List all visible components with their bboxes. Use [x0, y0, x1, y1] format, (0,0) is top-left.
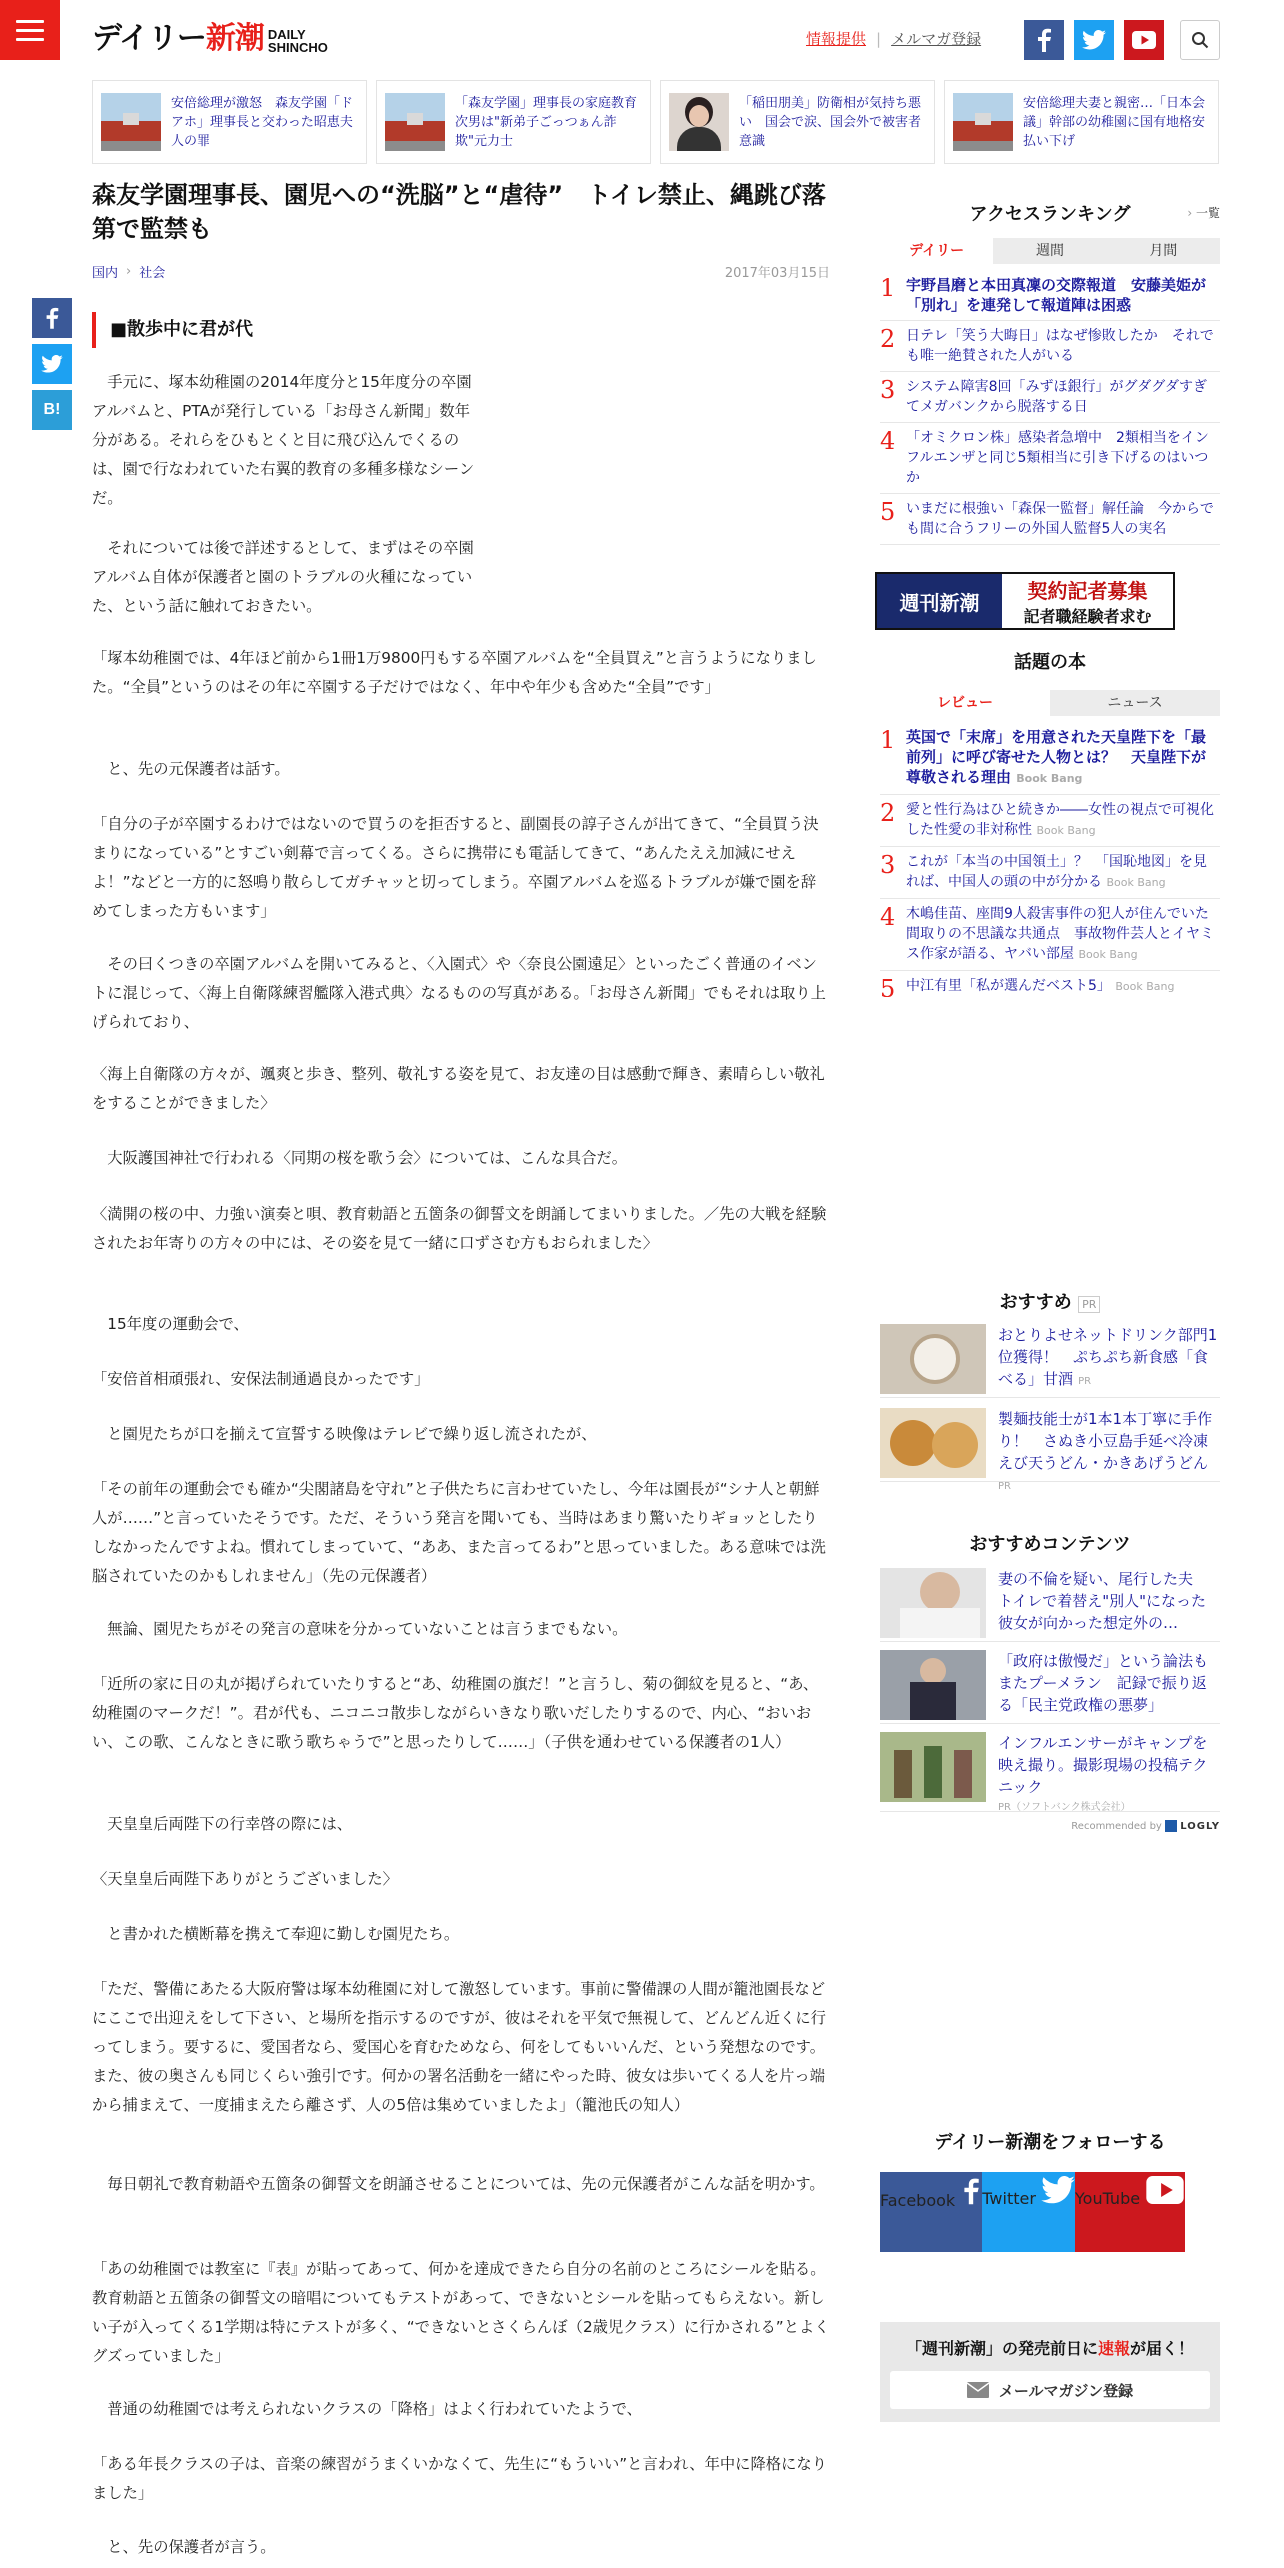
osusume-title: おすすめ: [999, 1292, 1072, 1313]
content-image: [880, 1650, 986, 1720]
breadcrumb-society[interactable]: 社会: [139, 266, 166, 281]
related-card[interactable]: 「森友学園」理事長の家庭教育 次男は"新弟子ごっつぁん詐欺"元力士: [376, 80, 651, 164]
mail-magazine-box: [880, 2322, 1220, 2422]
related-card[interactable]: 安倍総理夫妻と親密…「日本会議」幹部の幼稚園に国有地格安払い下げ: [944, 80, 1219, 164]
book-item[interactable]: 4 木嶋佳苗、座間9人殺害事件の犯人が住んでいた間取りの不思議な共通点 事故物件芸人とイヤミス作家が語る、ヤバい部屋 Book Bang: [880, 899, 1220, 971]
ranking-item[interactable]: 3 システム障害8回「みずほ銀行」がグダグダすぎてメガバンクから脱落する日: [880, 372, 1220, 423]
tab-daily[interactable]: デイリー: [880, 238, 993, 264]
contents-title: おすすめコンテンツ: [969, 1534, 1131, 1555]
facebook-icon: [1034, 28, 1054, 52]
twitter-header-button[interactable]: [1074, 20, 1114, 60]
topic-books: [880, 648, 1220, 997]
youtube-header-button[interactable]: [1124, 20, 1164, 60]
facebook-icon: [43, 307, 61, 329]
logo-text: デイリー新潮: [92, 21, 264, 56]
ranking-item[interactable]: 1 宇野昌磨と本田真凜の交際報道 安藤美姫が「別れ」を連発して報道陣は困惑: [880, 270, 1220, 321]
ranking-item[interactable]: 4 「オミクロン株」感染者急増中 2類相当をインフルエンザと同じ5類相当に引き下げるのはいつか: [880, 423, 1220, 494]
article-paragraph: と、先の元保護者は話す。: [92, 760, 290, 778]
facebook-icon: [960, 2176, 982, 2206]
facebook-share-button[interactable]: [32, 298, 72, 338]
section-subheading: ■散歩中に君が代: [92, 312, 830, 348]
youtube-icon: [1132, 31, 1156, 49]
book-item[interactable]: 1 英国で「末席」を用意された天皇陛下を「最前列」に呼び寄せた人物とは？ 天皇陛下が尊敬される理由 Book Bang: [880, 722, 1220, 795]
article-paragraph: その曰くつきの卒園アルバムを開いてみると、〈入園式〉や〈奈良公園遠足〉といったごく普通のイベントに混じって、〈海上自衛隊練習艦隊入港式典〉なるものの写真がある。「お母さん新聞」でもそれは取り上げられており、: [92, 955, 826, 1031]
tip-link[interactable]: 情報提供: [806, 30, 867, 48]
related-articles: [92, 80, 1220, 164]
article-paragraph: 「ただ、警備にあたる大阪府警は塚本幼稚園に対して激怒しています。事前に警備課の人間が籠池園長などにここで出迎えをして下さい、と場所を指示するのですが、彼はそれを平気で無視して、どんどん近くに行ってしまう。要するに、愛国者なら、愛国心を育むためなら、何をしてもいいんだ、という発想なのです。また、彼の奥さんも同じくらい強引です。何かの署名活動を一緒にやった時、彼女は歩いてくる人を片っ端から捕まえて、一度捕まえたら離さず、人の5倍は集めていましたよ」（籠池氏の知人）: [92, 1980, 826, 2114]
udon-image: [880, 1408, 986, 1478]
access-ranking: [880, 200, 1220, 545]
breadcrumb-domestic[interactable]: 国内: [92, 266, 119, 281]
recommended-by: Recommended by LOGLY: [1071, 1821, 1220, 1832]
related-card[interactable]: 「稲田朋美」防衛相が気持ち悪い 国会で涙、国会外で被害者意識: [660, 80, 935, 164]
search-button[interactable]: [1180, 20, 1220, 60]
article-paragraph: と、先の保護者が言う。: [92, 2538, 276, 2556]
article-paragraph: 「ある年長クラスの子は、音楽の練習がうまくいかなくて、先生に“もういい”と言われ、年中に降格になりました」: [92, 2455, 827, 2502]
article-paragraph: 〈海上自衛隊の方々が、颯爽と歩き、整列、敬礼する姿を見て、お友達の目は感動で輝き、素晴らしい敬礼をすることができました〉: [92, 1065, 825, 1112]
breadcrumb: [92, 262, 165, 281]
tab-review[interactable]: レビュー: [880, 690, 1050, 716]
menu-bar-icon: [16, 29, 44, 32]
recommended-pr: [880, 1288, 1220, 1492]
building-thumbnail: [101, 93, 161, 151]
chevron-right-icon: ›: [126, 264, 132, 279]
article-paragraph: 普通の幼稚園では考えられないクラスの「降格」はよく行われていたようで、: [92, 2400, 642, 2418]
article-paragraph: 〈天皇皇后両陛下ありがとうございました〉: [92, 1870, 398, 1888]
article-paragraph: 天皇皇后両陛下の行幸啓の際には、: [92, 1815, 353, 1833]
recruit-banner[interactable]: 週刊新潮 契約記者募集 記者職経験者求む: [875, 572, 1175, 630]
content-item[interactable]: インフルエンサーがキャンプを映え撮り。撮影現場の投稿テクニック PR（ソフトバンク株式会社）: [880, 1732, 1220, 1812]
article-paragraph: 毎日朝礼で教育勅語や五箇条の御誓文を朗誦させることについては、先の元保護者がこんな話を明かす。: [92, 2175, 825, 2193]
logly-logo: LOGLY: [1180, 1821, 1220, 1832]
hatena-share-button[interactable]: [32, 390, 72, 430]
article-paragraph: 「塚本幼稚園では、4年ほど前から1冊1万9800円もする卒園アルバムを“全員買え”と言うようになりました。“全員”というのはその年に卒園する子だけではなく、年中や年少も含めた“全員”です」: [92, 649, 817, 696]
article-paragraph: と書かれた横断幕を携えて奉迎に勤しむ園児たち。: [92, 1925, 460, 1943]
search-icon: [1191, 31, 1209, 49]
building-thumbnail: [953, 93, 1013, 151]
pr-badge: PR: [1078, 1296, 1100, 1313]
follow-youtube-button[interactable]: YouTube: [1075, 2172, 1185, 2252]
building-thumbnail: [385, 93, 445, 151]
header-links: 情報提供 | メルマガ登録: [806, 29, 982, 48]
content-image: [880, 1568, 986, 1638]
twitter-share-button[interactable]: [32, 344, 72, 384]
tab-monthly[interactable]: 月間: [1149, 243, 1178, 259]
content-item[interactable]: 「政府は傲慢だ」という論法もまたプーメラン 記録で振り返る「民主党政権の悪夢」: [880, 1650, 1220, 1724]
follow-section: [880, 2128, 1220, 2252]
menu-button[interactable]: [0, 0, 60, 60]
follow-twitter-button[interactable]: Twitter: [982, 2172, 1075, 2252]
twitter-icon: [1082, 30, 1106, 50]
recommended-item[interactable]: 製麺技能士が1本1本丁寧に手作り！ さぬき小豆島手延べ冷凍えび天うどん・かきあげうどん PR: [880, 1408, 1220, 1482]
ranking-item[interactable]: 5 いまだに根強い「森保一監督」解任論 今からでも間に合うフリーの外国人監督5人の実名: [880, 494, 1220, 545]
article-title: 森友学園理事長、園児への“洗脳”と“虐待” トイレ禁止、縄跳び落第で監禁も: [92, 181, 826, 243]
article-paragraph: 「その前年の運動会でも確か“尖閣諸島を守れ”と子供たちに言わせていたし、今年は園長が“シナ人と朝鮮人が……”と言っていたそうです。ただ、そういう発言を聞いても、当時はあまり驚いたりギョッとしたりしなかったんですよね。慣れてしまっていて、“ああ、また言ってるわ”と思っていました。ある意味では洗脳されていたのかもしれません」（先の元保護者）: [92, 1480, 826, 1585]
content-image: [880, 1732, 986, 1802]
article-date: 2017年03月15日: [724, 266, 830, 281]
twitter-icon: [41, 355, 63, 373]
recommended-contents: [880, 1530, 1220, 1832]
book-item[interactable]: 5 中江有里「私が選んだベスト5」 Book Bang: [880, 975, 1175, 997]
logly-icon: [1165, 1820, 1177, 1832]
books-title: 話題の本: [1014, 652, 1086, 673]
article-paragraph: 「あの幼稚園では教室に『表』が貼ってあって、何かを達成できたら自分の名前のところにシールを貼る。教育勅語と五箇条の御誓文の暗唱についてもテストがあって、できないとシールを貼ってもらえない。新しい子が入ってくる1学期は特にテストが多く、“できないとさくらんぼ（2歳児クラス）に行かされる”とよくグズっていました」: [92, 2260, 830, 2365]
ranking-item[interactable]: 2 日テレ「笑う大晦日」はなぜ惨敗したか それでも唯一絶賛された人がいる: [880, 321, 1220, 372]
tab-news[interactable]: ニュース: [1107, 695, 1163, 711]
tab-weekly[interactable]: 週間: [1035, 243, 1064, 259]
book-item[interactable]: 3 これが「本当の中国領土」？ 「国恥地図」を見れば、中国人の頭の中が分かる Book Bang: [880, 847, 1220, 899]
youtube-icon: [1145, 2176, 1185, 2204]
twitter-icon: [1041, 2176, 1075, 2204]
mail-magazine-text: 「週刊新潮」の発売前日に速報が届く！: [905, 2339, 1195, 2358]
menu-bar-icon: [16, 20, 44, 23]
ranking-tabs: [880, 238, 1220, 264]
mail-icon: [967, 2382, 989, 2398]
article-paragraph: それについては後で詳述するとして、まずはその卒園アルバム自体が保護者と園のトラブルの火種になっていた、という話に触れておきたい。: [92, 539, 474, 615]
article-paragraph: 15年度の運動会で、: [92, 1315, 249, 1333]
books-tabs: [880, 690, 1220, 716]
weekly-shincho-label: 週刊新潮: [877, 574, 1002, 628]
hatena-icon: B!: [43, 401, 61, 418]
article-paragraph: 「近所の家に日の丸が掲げられていたりすると“あ、幼稚園の旗だ！”と言うし、菊の御紋を見ると、“あ、幼稚園のマークだ！”。君が代も、ニコニコ散歩しながらいきなり歌いだしたりするので、内心、“おいおい、この歌、こんなときに歌う歌ちゃうで”と思ったりして……」（子供を通わせている保護者の1人）: [92, 1675, 819, 1751]
follow-facebook-button[interactable]: Facebook: [880, 2172, 982, 2252]
content-item[interactable]: 妻の不倫を疑い、尾行した夫 トイレで着替え"別人"になった彼女が向かった想定外の…: [880, 1568, 1220, 1642]
article-paragraph: 「安倍首相頑張れ、安保法制通過良かったです」: [92, 1370, 430, 1388]
logo-english: DAILY SHINCHO: [267, 27, 328, 55]
recommended-item[interactable]: おとりよせネットドリンク部門1位獲得！ ぷちぷち新食感「食べる」甘酒 PR: [880, 1324, 1220, 1398]
article-paragraph: 手元に、塚本幼稚園の2014年度分と15年度分の卒園アルバムと、PTAが発行している「お母さん新聞」数年分がある。それらをひもとくと目に飛び込んでくるのは、園で行なわれていた右翼的教育の多種多様なシーンだ。: [92, 373, 475, 507]
follow-title: デイリー新潮をフォローする: [934, 2132, 1166, 2153]
article-paragraph: と園児たちが口を揃えて宣誓する映像はテレビで繰り返し流されたが、: [92, 1425, 597, 1443]
article-paragraph: 無論、園児たちがその発言の意味を分かっていないことは言うまでもない。: [92, 1620, 628, 1638]
ranking-more-link[interactable]: › 一覧: [1187, 206, 1220, 220]
menu-bar-icon: [16, 38, 44, 41]
article-paragraph: 大阪護国神社で行われる〈同期の桜を歌う会〉については、こんな具合だ。: [92, 1149, 628, 1167]
mail-magazine-button[interactable]: メールマガジン登録: [890, 2371, 1210, 2409]
site-logo[interactable]: [92, 21, 328, 56]
article-paragraph: 〈満開の桜の中、力強い演奏と唄、教育勅語と五箇条の御誓文を朗誦してまいりました。／先の大戦を経験されたお年寄りの方々の中には、その姿を見て一緒に口ずさむ方もおられました〉: [92, 1205, 827, 1252]
facebook-header-button[interactable]: [1024, 20, 1064, 60]
chevron-right-icon: ›: [1187, 206, 1196, 220]
ranking-title: アクセスランキング: [969, 204, 1131, 225]
person-thumbnail: [669, 93, 729, 151]
book-item[interactable]: 2 愛と性行為はひと続きか――女性の視点で可視化した性愛の非対称性 Book Bang: [880, 795, 1220, 847]
related-card[interactable]: 安倍総理が激怒 森友学園「ドアホ」理事長と交わった昭恵夫人の罪: [92, 80, 367, 164]
article-paragraph: 「自分の子が卒園するわけではないので買うのを拒否すると、副園長の諄子さんが出てきて、“全員買う決まりになっている”とすごい剣幕で言ってくる。さらに携帯にも電話してきて、“あんたええ加減にせえよ！”などと一方的に怒鳴り散らしてガチャッと切ってしまう。卒園アルバムを巡るトラブルが嫌で園を辞めてしまった方もいます」: [92, 815, 819, 920]
amazake-image: [880, 1324, 986, 1394]
newsletter-link[interactable]: メルマガ登録: [891, 30, 982, 48]
